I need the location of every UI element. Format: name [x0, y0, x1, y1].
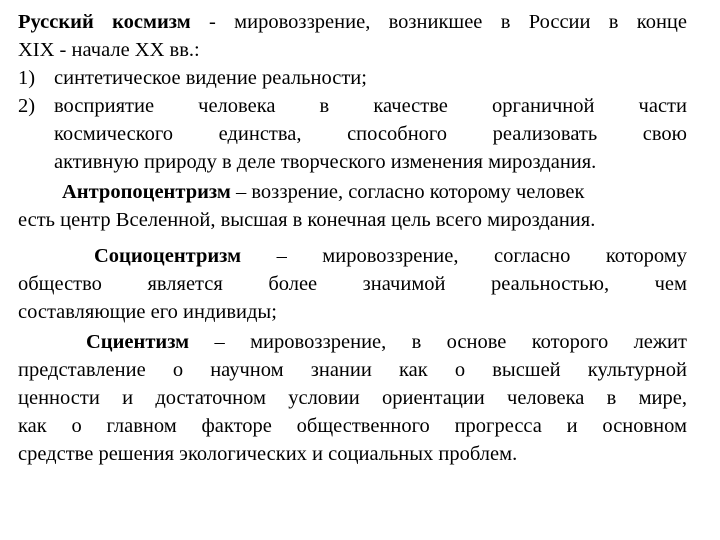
cosmism-term: Русский космизм	[18, 11, 191, 33]
sociocentrism-line-3: составляющие его индивиды;	[18, 301, 277, 323]
sociocentrism-line-2: общество является более значимой реальностью, чем	[18, 273, 687, 295]
scientism-definition-start: – мировоззрение, в основе которого лежит	[189, 331, 687, 353]
scientism-line-2: представление о научном знании как о высшей культурной	[18, 359, 687, 381]
scientism-line-1	[86, 328, 687, 356]
list-item-number: 2)	[18, 95, 36, 117]
sociocentrism-term: Социоцентризм	[94, 245, 242, 267]
cosmism-definition-start: - мировоззрение, возникшее в России в конце	[190, 11, 687, 33]
list-item-number: 1)	[18, 67, 36, 89]
anthropocentrism-definition-start: – воззрение, согласно которому человек	[230, 181, 585, 203]
anthropocentrism-term: Антропоцентризм	[62, 181, 231, 203]
list-item-2-line-1: восприятие человека в качестве органичной части	[54, 95, 687, 117]
list-item-text: синтетическое видение реальности;	[54, 67, 367, 89]
anthropocentrism-line-2: есть центр Вселенной, высшая в конечная цель всего мироздания.	[18, 209, 596, 231]
scientism-line-3: ценности и достаточном условии ориентации человека в мире,	[18, 387, 687, 409]
cosmism-line-1	[18, 8, 687, 36]
sociocentrism-line-1	[94, 242, 687, 270]
scientism-term: Сциентизм	[86, 331, 190, 353]
sociocentrism-definition-start: – мировоззрение, согласно которому	[241, 245, 687, 267]
scientism-line-4: как о главном факторе общественного прогресса и основном	[18, 415, 687, 437]
anthropocentrism-line-1	[62, 178, 687, 206]
cosmism-line-2: XIX - начале XX вв.:	[18, 39, 200, 61]
list-item-2-line-2: космического единства, способного реализовать свою	[54, 123, 687, 145]
scientism-line-5: средстве решения экологических и социальных проблем.	[18, 443, 518, 465]
list-item-2-line-3: активную природу в деле творческого изменения мироздания.	[54, 151, 597, 173]
